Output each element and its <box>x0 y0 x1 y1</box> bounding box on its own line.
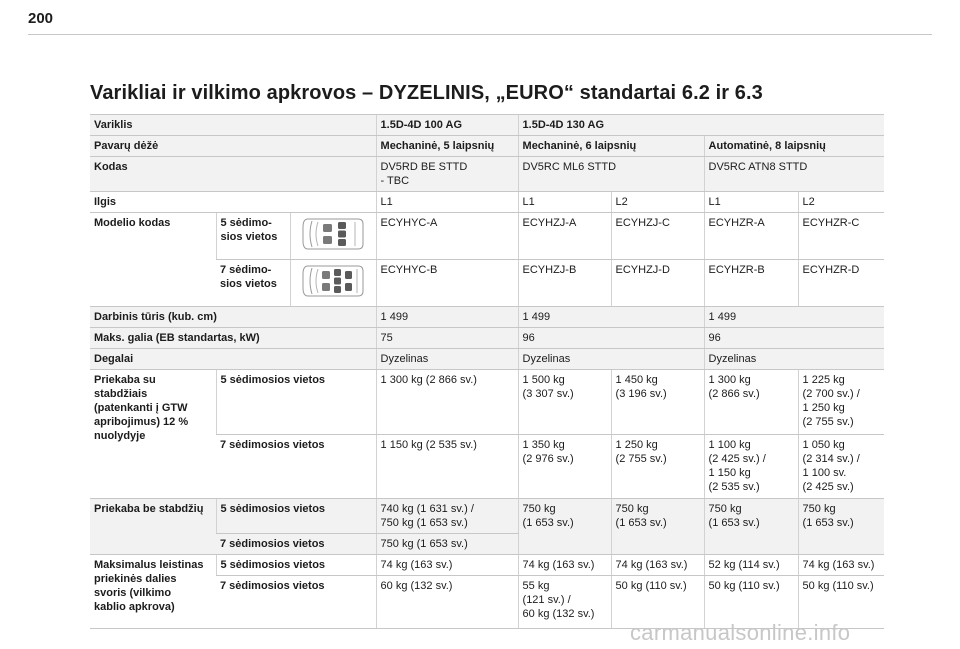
table-cell <box>376 435 518 499</box>
cell-line: 55 kg <box>522 580 550 592</box>
cell-line: 5 sėdimo- <box>220 217 272 229</box>
header-rule <box>28 34 932 35</box>
row-label: Modelio kodas <box>90 213 216 307</box>
table-row <box>90 328 884 349</box>
cell-line: kablio apkrova) <box>94 601 175 613</box>
cell-line: (1 653 sv.) <box>708 517 760 529</box>
table-row <box>90 307 884 328</box>
cell-line: 1 250 kg <box>802 402 845 414</box>
cell-line: 74 kg (163 sv.) <box>380 559 453 571</box>
car-5-seats-icon <box>300 215 366 253</box>
table-cell <box>704 555 798 576</box>
table-cell <box>798 435 884 499</box>
cell-line: 50 kg (110 sv.) <box>802 580 874 592</box>
table-row <box>90 349 884 370</box>
table-row <box>90 157 884 192</box>
row-label: Darbinis tūris (kub. cm) <box>90 307 376 328</box>
table-cell <box>798 499 884 555</box>
cell-line: - TBC <box>380 175 410 187</box>
table-cell <box>376 157 518 192</box>
table-cell <box>611 435 704 499</box>
table-cell <box>518 555 611 576</box>
table-cell: 1 499 <box>518 307 704 328</box>
table-cell: 1.5D-4D 130 AG <box>518 115 884 136</box>
cell-line: svoris (vilkimo <box>94 587 172 599</box>
table-cell: DV5RC ATN8 STTD <box>704 157 884 192</box>
cell-line: 74 kg (163 sv.) <box>802 559 875 571</box>
row-label: Pavarų dėžė <box>90 136 376 157</box>
table-cell <box>704 370 798 435</box>
page-title: Varikliai ir vilkimo apkrovos – DYZELINIS, „EURO“ standartai 6.2 ir 6.3 <box>90 82 763 104</box>
table-cell: 1 499 <box>376 307 518 328</box>
cell-line: stabdžiais <box>94 388 148 400</box>
table-cell: L1 <box>518 192 611 213</box>
table-cell: Dyzelinas <box>376 349 518 370</box>
table-cell <box>611 555 704 576</box>
table-cell <box>704 499 798 555</box>
cell-line: 1 350 kg <box>522 439 565 451</box>
table-cell: 96 <box>518 328 704 349</box>
table-cell: ECYHZR-A <box>704 213 798 260</box>
table-cell: 75 <box>376 328 518 349</box>
table-cell: ECYHZJ-B <box>518 260 611 307</box>
sub-label: 7 sėdimosios vietos <box>216 534 376 555</box>
table-cell <box>376 370 518 435</box>
table-cell: Mechaninė, 5 laipsnių <box>376 136 518 157</box>
sub-label: 5 sėdimosios vietos <box>216 555 376 576</box>
cell-line: 52 kg (114 sv.) <box>708 559 780 571</box>
table-cell <box>376 576 518 629</box>
table-cell <box>376 555 518 576</box>
table-row <box>90 192 884 213</box>
cell-line: 1 250 kg <box>615 439 658 451</box>
table-cell: 96 <box>704 328 884 349</box>
table-cell <box>611 499 704 555</box>
cell-line: 750 kg <box>802 503 836 515</box>
table-cell <box>611 370 704 435</box>
cell-line: apribojimus) 12 % <box>94 416 189 428</box>
table-cell: ECYHYC-B <box>376 260 518 307</box>
table-row <box>90 555 884 576</box>
cell-line: (2 425 sv.) / <box>708 453 766 465</box>
table-row <box>90 370 884 435</box>
table-cell: Automatinė, 8 laipsnių <box>704 136 884 157</box>
cell-line: (2 700 sv.) / <box>802 388 860 400</box>
table-cell <box>704 435 798 499</box>
cell-line: 60 kg (132 sv.) <box>522 608 595 620</box>
cell-line: 1 150 kg (2 535 sv.) <box>380 439 477 451</box>
table-cell: Dyzelinas <box>704 349 884 370</box>
sub-label <box>216 213 290 260</box>
cell-line: (3 307 sv.) <box>522 388 574 400</box>
cell-line: 750 kg <box>708 503 742 515</box>
cell-line: 60 kg (132 sv.) <box>380 580 453 592</box>
row-label: Kodas <box>90 157 376 192</box>
table-cell <box>518 370 611 435</box>
seat-layout-cell <box>290 260 376 307</box>
table-cell: L2 <box>798 192 884 213</box>
table-cell: ECYHZR-D <box>798 260 884 307</box>
cell-line: (1 653 sv.) <box>522 517 574 529</box>
cell-line: (2 425 sv.) <box>802 481 854 493</box>
cell-line: 50 kg (110 sv.) <box>615 580 687 592</box>
page-number: 200 <box>28 10 54 27</box>
cell-line: (2 755 sv.) <box>802 416 854 428</box>
sub-label: 5 sėdimosios vietos <box>216 370 376 435</box>
sub-label <box>216 260 290 307</box>
table-cell: 1 499 <box>704 307 884 328</box>
cell-line: sios vietos <box>220 231 278 243</box>
cell-line: (2 314 sv.) / <box>802 453 860 465</box>
table-row <box>90 499 884 534</box>
row-label <box>90 370 216 499</box>
table-cell: L2 <box>611 192 704 213</box>
cell-line: DV5RD BE STTD <box>380 161 468 173</box>
table-row <box>90 115 884 136</box>
cell-line: 7 sėdimo- <box>220 264 272 276</box>
row-label: Variklis <box>90 115 376 136</box>
cell-line: sios vietos <box>220 278 277 290</box>
row-label: Priekaba be stabdžių <box>90 499 216 555</box>
sub-label: 7 sėdimosios vietos <box>216 576 376 629</box>
table-cell: ECYHZJ-C <box>611 213 704 260</box>
table-row <box>90 213 884 260</box>
cell-line: nuolydyje <box>94 430 146 442</box>
cell-line: 50 kg (110 sv.) <box>708 580 780 592</box>
cell-line: Maksimalus leistinas <box>94 559 204 571</box>
table-cell <box>518 435 611 499</box>
cell-line: 74 kg (163 sv.) <box>522 559 595 571</box>
cell-line: 1 300 kg (2 866 sv.) <box>380 374 477 386</box>
sub-label: 5 sėdimosios vietos <box>216 499 376 534</box>
car-7-seats-icon <box>300 262 366 300</box>
cell-line: 1 100 sv. <box>802 467 847 479</box>
cell-line: (patenkanti į GTW <box>94 402 188 414</box>
table-cell: ECYHZJ-D <box>611 260 704 307</box>
cell-line: 1 225 kg <box>802 374 845 386</box>
cell-line: 1 150 kg <box>708 467 751 479</box>
table-cell <box>798 555 884 576</box>
cell-line: 750 kg <box>615 503 649 515</box>
table-cell: L1 <box>704 192 798 213</box>
cell-line: 74 kg (163 sv.) <box>615 559 688 571</box>
table-cell <box>518 499 611 555</box>
table-cell: 1.5D-4D 100 AG <box>376 115 518 136</box>
row-label <box>90 555 216 629</box>
table-cell: ECYHZR-C <box>798 213 884 260</box>
row-label: Maks. galia (EB standartas, kW) <box>90 328 376 349</box>
sub-label: 7 sėdimosios vietos <box>216 435 376 499</box>
cell-line: 1 100 kg <box>708 439 751 451</box>
cell-line: (1 653 sv.) <box>615 517 667 529</box>
cell-line: 750 kg <box>522 503 556 515</box>
watermark: carmanualsonline.info <box>630 620 851 645</box>
table-cell: 750 kg (1 653 sv.) <box>376 534 518 555</box>
cell-line: (2 755 sv.) <box>615 453 667 465</box>
cell-line: (1 653 sv.) <box>802 517 854 529</box>
table-cell <box>798 370 884 435</box>
cell-line: (2 866 sv.) <box>708 388 760 400</box>
cell-line: (3 196 sv.) <box>615 388 667 400</box>
cell-line: 1 050 kg <box>802 439 845 451</box>
table-cell: Dyzelinas <box>518 349 704 370</box>
table-cell: ECYHZR-B <box>704 260 798 307</box>
table-cell <box>518 576 611 629</box>
cell-line: priekinės dalies <box>94 573 177 585</box>
row-label: Ilgis <box>90 192 376 213</box>
cell-line: (2 976 sv.) <box>522 453 574 465</box>
cell-line: 750 kg (1 653 sv.) <box>380 517 468 529</box>
engine-specs-table <box>90 114 884 629</box>
table-row <box>90 136 884 157</box>
table-cell <box>376 499 518 534</box>
cell-line: (121 sv.) / <box>522 594 571 606</box>
table-cell: DV5RC ML6 STTD <box>518 157 704 192</box>
cell-line: 1 500 kg <box>522 374 565 386</box>
table-cell: ECYHYC-A <box>376 213 518 260</box>
table-cell: Mechaninė, 6 laipsnių <box>518 136 704 157</box>
table-cell: L1 <box>376 192 518 213</box>
table-cell: ECYHZJ-A <box>518 213 611 260</box>
cell-line: Priekaba su <box>94 374 156 386</box>
cell-line: 740 kg (1 631 sv.) / <box>380 503 474 515</box>
row-label: Degalai <box>90 349 376 370</box>
cell-line: 1 300 kg <box>708 374 751 386</box>
cell-line: (2 535 sv.) <box>708 481 760 493</box>
seat-layout-cell <box>290 213 376 260</box>
cell-line: 1 450 kg <box>615 374 658 386</box>
